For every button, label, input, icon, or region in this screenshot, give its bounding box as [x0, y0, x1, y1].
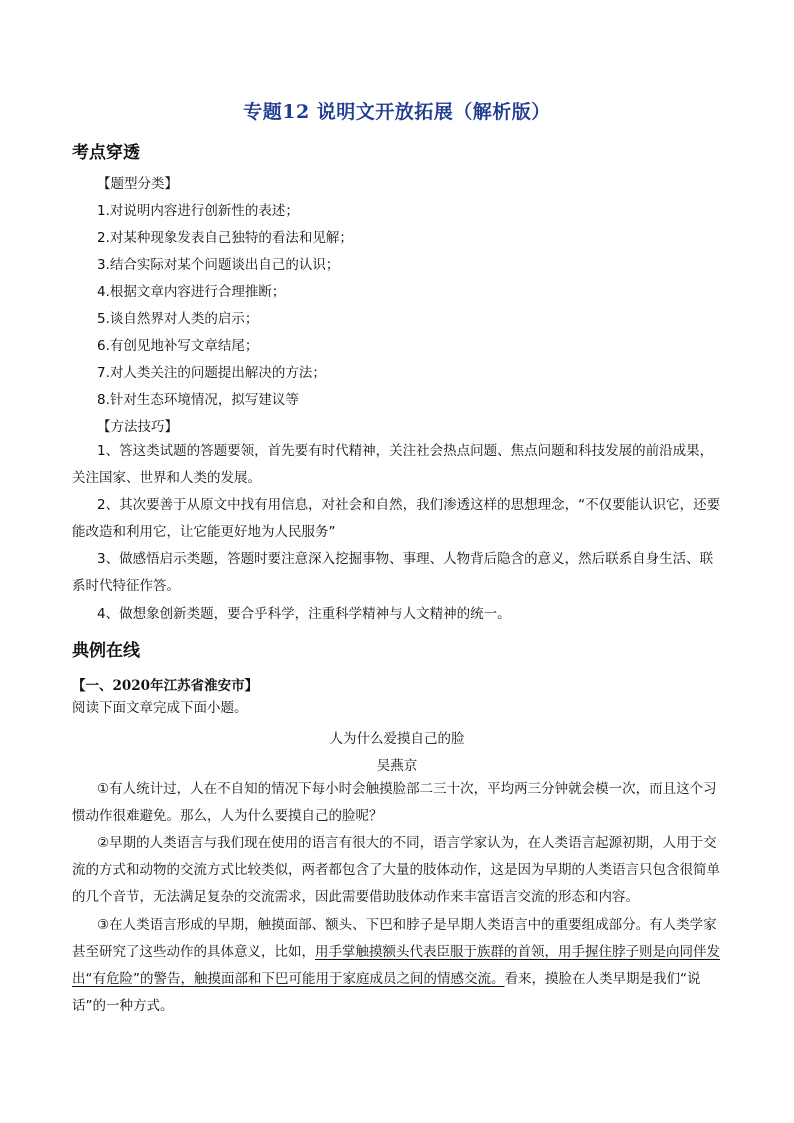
type-item-4: 4.根据文章内容进行合理推断； [97, 284, 286, 300]
article-text-1: ①有人统计过，人在不自知的情况下每小时会触摸脸部二三十次，平均两三分钟就会模一次，而且这个习惯动作很难避免。那么，人为什么要摸自己的脸呢？ [72, 781, 717, 824]
article-text-3-start: ③在人类语言形成的早期，触摸面部、额头、下巴和脖子是早期人类语言中的重要组成部分。有人类学家甚至研究了这些动作的具体意义，比如， [72, 917, 717, 960]
method-text-1: 1、答这类试题的答题要领，首先要有时代精神，关注社会热点问题、焦点问题和科技发展的前沿成果，关注国家、世界和人类的发展。 [72, 443, 714, 486]
type-item-7: 7.对人类关注的问题提出解决的方法； [97, 365, 326, 381]
article-text-3-end: 看来，摸脸在人类早期是我们“说话”的一种方式。 [72, 971, 701, 1014]
article-paragraph-3 [72, 912, 722, 1020]
method-text-2: 2、其次要善于从原文中找有用信息，对社会和自然，我们渗透这样的思想理念，“不仅要能认识它，还要能改造和利用它，让它能更好地为人民服务” [72, 497, 721, 540]
example-label: 【一、2020年江苏省淮安市】 [72, 678, 259, 694]
article-author: 吴燕京 [376, 758, 418, 774]
methods-label: 【方法技巧】 [97, 419, 178, 435]
type-item-1: 1.对说明内容进行创新性的表述； [97, 203, 299, 219]
article-paragraph-2 [72, 830, 722, 911]
method-text-3: 3、做感悟启示类题，答题时要注意深入挖掘事物、事理、人物背后隐含的意义，然后联系自身生活、联系时代特征作答。 [72, 551, 714, 594]
section-heading-kaodian: 考点穿透 [72, 143, 140, 163]
article-title: 人为什么爱摸自己的脸 [329, 731, 465, 747]
method-paragraph-1 [72, 438, 722, 492]
method-paragraph-3 [72, 546, 722, 600]
type-item-5: 5.谈自然界对人类的启示； [97, 311, 259, 327]
instruction-text: 阅读下面文章完成下面小题。 [72, 700, 248, 716]
method-paragraph-4 [72, 601, 722, 628]
article-text-3-underlined: 用手掌触摸额头代表臣服于族群的首领，用手握住脖子则是向同伴发出“有危险”的警告，触摸面部和下巴可能用于家庭成员之间的情感交流。 [72, 944, 720, 987]
type-item-6: 6.有创见地补写文章结尾； [97, 338, 259, 354]
type-item-8: 8.针对生态环境情况，拟写建议等 [97, 392, 299, 408]
types-label: 【题型分类】 [97, 176, 178, 192]
type-item-2: 2.对某种现象发表自己独特的看法和见解； [97, 230, 353, 246]
page-title: 专题12 说明文开放拓展（解析版） [243, 101, 551, 123]
article-text-2: ②早期的人类语言与我们现在使用的语言有很大的不同，语言学家认为，在人类语言起源初期，人用于交流的方式和动物的交流方式比较类似，两者都包含了大量的肢体动作，这是因为早期的人类语言只包含很简单的几个音节，无法满足复杂的交流需求，因此需要借助肢体动作来丰富语言交流的形态和内容。 [72, 835, 720, 905]
section-heading-dianli: 典例在线 [72, 641, 140, 661]
method-paragraph-2 [72, 492, 722, 546]
article-paragraph-1 [72, 776, 722, 830]
type-item-3: 3.结合实际对某个问题谈出自己的认识； [97, 257, 340, 273]
method-text-4: 4、做想象创新类题，要合乎科学，注重科学精神与人文精神的统一。 [97, 606, 511, 622]
